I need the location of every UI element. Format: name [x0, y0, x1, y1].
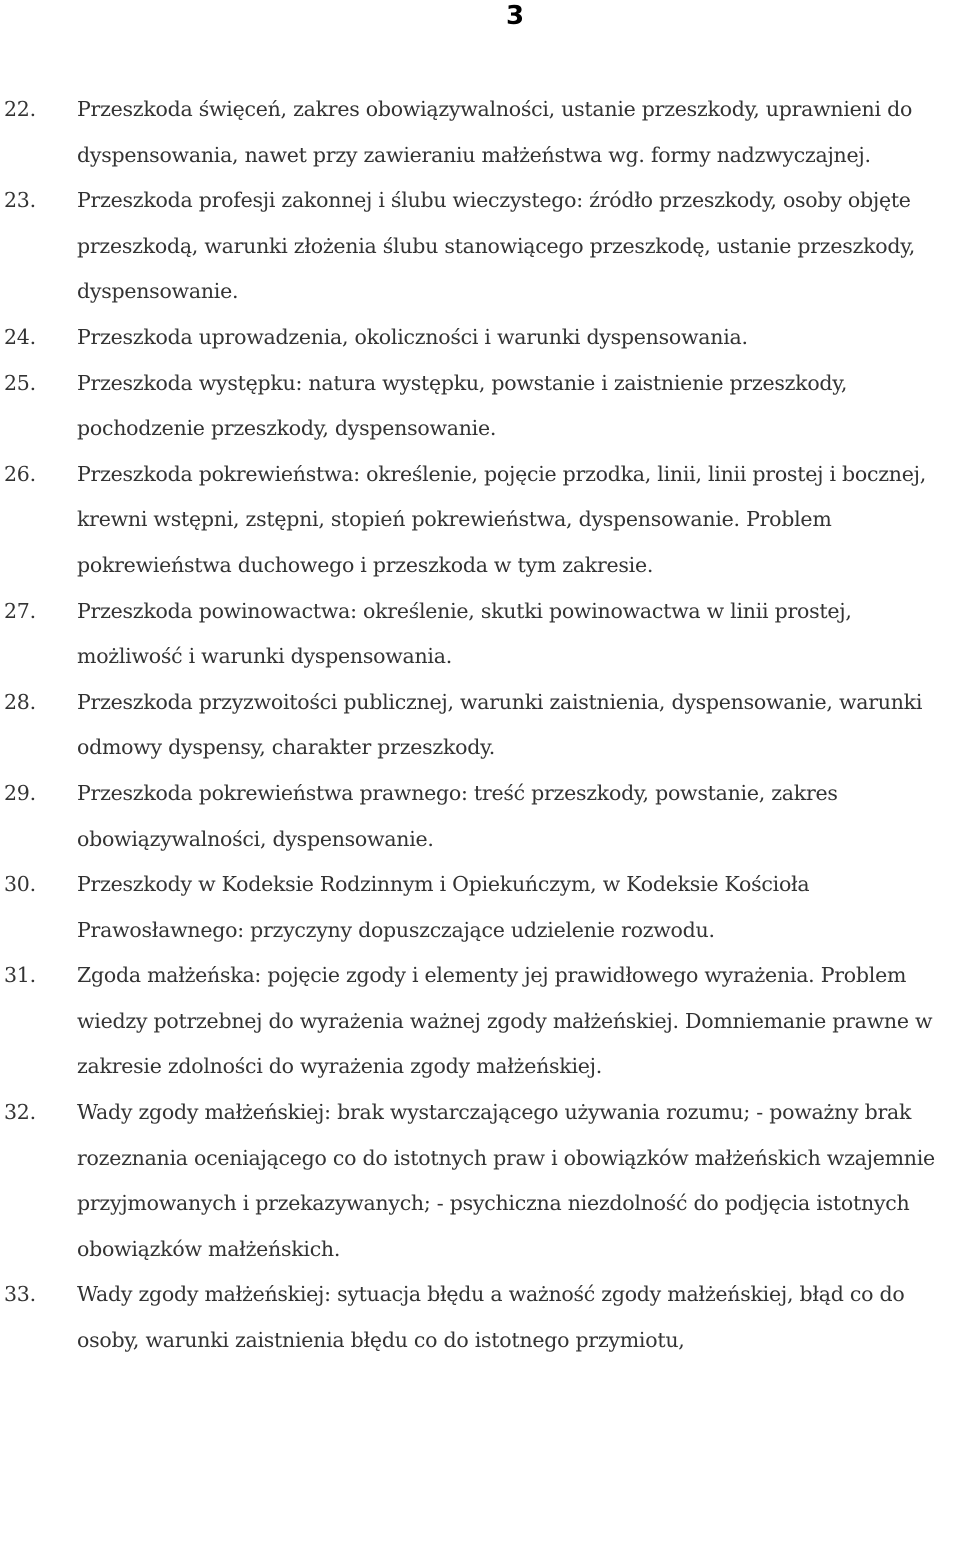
item-text: Przeszkoda uprowadzenia, okoliczności i warunki dyspensowania.: [77, 324, 748, 349]
item-text: Przeszkoda pokrewieństwa prawnego: treść przeszkody, powstanie, zakres obowiązywalności, dyspensowanie.: [77, 780, 838, 851]
item-number: 26.: [4, 461, 36, 486]
list-item: [0, 680, 960, 771]
item-number: 25.: [4, 370, 36, 395]
item-text: Wady zgody małżeńskiej: brak wystarczającego używania rozumu; - poważny brak rozeznania oceniającego co do istotnych praw i obowiązków małżeńskich wzajemnie przyjmowanych i przekazywanych; - psychiczna niezdolność do podjęcia istotnych obowiązków małżeńskich.: [77, 1100, 935, 1261]
item-text: Przeszkoda powinowactwa: określenie, skutki powinowactwa w linii prostej, możliwość i warunki dyspensowania.: [77, 598, 852, 669]
item-number: 22.: [4, 97, 36, 121]
list-item: [0, 315, 960, 361]
item-text: Przeszkody w Kodeksie Rodzinnym i Opiekuńczym, w Kodeksie Kościoła Prawosławnego: przyczyny dopuszczające udzielenie rozwodu.: [77, 872, 810, 942]
item-number: 28.: [4, 689, 36, 714]
item-number: 24.: [4, 324, 36, 349]
item-number: 30.: [4, 872, 36, 897]
item-text: Przeszkoda pokrewieństwa: określenie, pojęcie przodka, linii, linii prostej i bocznej, krewni wstępni, zstępni, stopień pokrewieństwa, dyspensowanie. Problem pokrewieństwa duchowego i przeszkoda w tym zakresie.: [77, 461, 926, 577]
list-item: [0, 1272, 960, 1363]
item-number: 29.: [4, 780, 36, 805]
item-number: 31.: [4, 963, 36, 988]
list-item: [0, 361, 960, 452]
item-text: Przeszkoda występku: natura występku, powstanie i zaistnienie przeszkody, pochodzenie przeszkody, dyspensowanie.: [77, 370, 848, 441]
item-number: 33.: [4, 1282, 36, 1307]
list-item: [0, 87, 960, 178]
list-item: [0, 862, 960, 953]
list-item: [0, 953, 960, 1090]
list-item: [0, 1090, 960, 1272]
list-item: [0, 178, 960, 315]
item-text: Przeszkoda święceń, zakres obowiązywalności, ustanie przeszkody, uprawnieni do dyspensowania, nawet przy zawieraniu małżeństwa wg. formy nadzwyczajnej.: [77, 97, 913, 167]
item-text: Wady zgody małżeńskiej: sytuacja błędu a ważność zgody małżeńskiej, błąd co do osoby, warunki zaistnienia błędu co do istotnego przymiotu,: [77, 1282, 905, 1353]
list-item: [0, 452, 960, 589]
list-item: [0, 771, 960, 862]
item-number: 27.: [4, 598, 36, 623]
topic-list: [0, 87, 960, 1364]
item-number: 32.: [4, 1100, 36, 1125]
item-text: Zgoda małżeńska: pojęcie zgody i elementy jej prawidłowego wyrażenia. Problem wiedzy potrzebnej do wyrażenia ważnej zgody małżeńskiej. Domniemanie prawne w zakresie zdolności do wyrażenia zgody małżeńskiej.: [77, 963, 933, 1079]
item-text: Przeszkoda przyzwoitości publicznej, warunki zaistnienia, dyspensowanie, warunki odmowy dyspensy, charakter przeszkody.: [77, 689, 923, 760]
item-number: 23.: [4, 188, 36, 213]
page-number: 3: [506, 1, 525, 31]
item-text: Przeszkoda profesji zakonnej i ślubu wieczystego: źródło przeszkody, osoby objęte przeszkodą, warunki złożenia ślubu stanowiącego przeszkodę, ustanie przeszkody, dyspensowanie.: [77, 188, 916, 304]
list-item: [0, 589, 960, 680]
